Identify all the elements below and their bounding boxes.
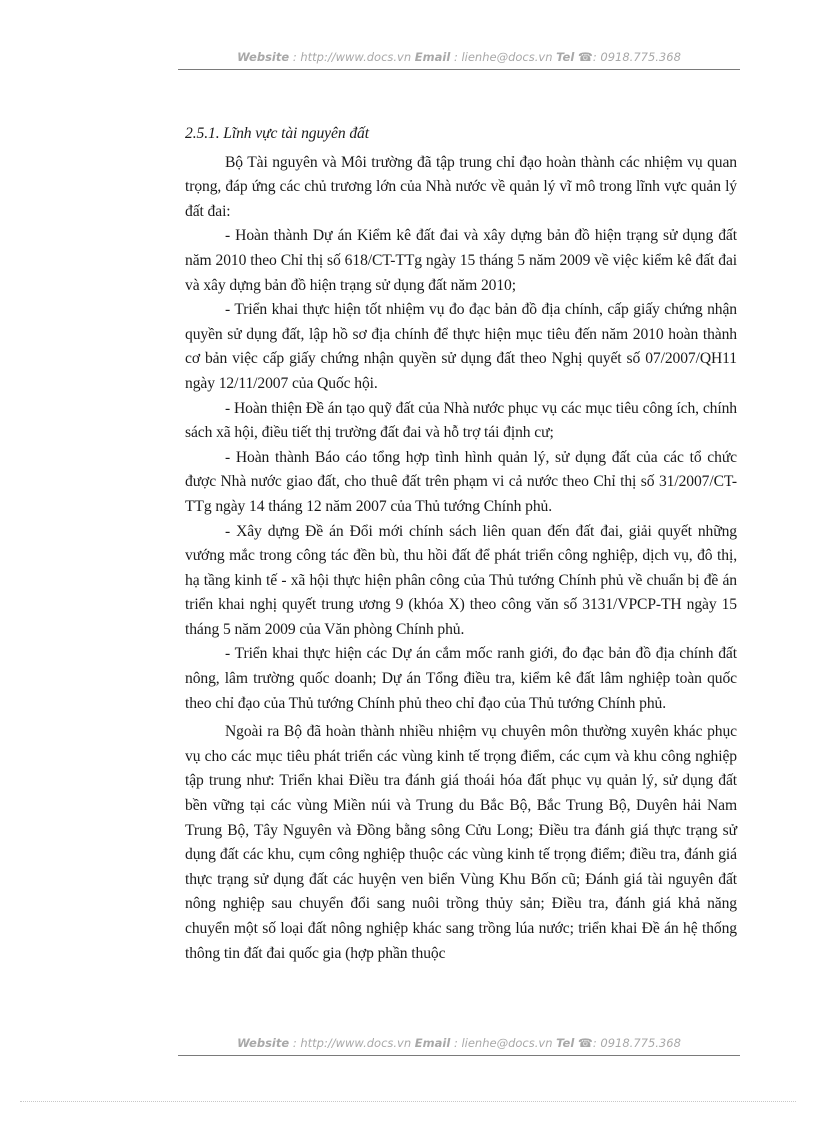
paragraph-item: - Triển khai thực hiện các Dự án cắm mốc ranh giới, đo đạc bản đồ địa chính đất nông, lâm trường quốc doanh; Dự án Tổng điều tra, kiểm kê đất lâm nghiệp toàn quốc theo chỉ đạo của Thủ tướng Chính phủ theo chỉ đạo của Thủ tướng Chính phủ. — [185, 645, 737, 712]
email-label: Email — [414, 1036, 451, 1050]
paragraph-item: - Hoàn thành Báo cáo tổng hợp tình hình quản lý, sử dụng đất của các tổ chức được Nhà nước giao đất, cho thuê đất trên phạm vi cả nước theo Chỉ thị số 31/2007/CT-TTg ngày 14 tháng 12 năm 2007 của Thủ tướng Chính phủ. — [185, 448, 737, 515]
phone-icon: ☎ — [577, 50, 593, 64]
page-bottom-divider — [20, 1101, 796, 1102]
page-footer — [178, 1030, 740, 1056]
phone-icon: ☎ — [577, 1036, 593, 1050]
document-body — [185, 122, 737, 966]
email-value: : lienhe@docs.vn — [453, 1036, 553, 1050]
section-title: 2.5.1. Lĩnh vực tài nguyên đất — [185, 125, 369, 142]
email-value: : lienhe@docs.vn — [453, 50, 553, 64]
paragraph-item: - Hoàn thành Dự án Kiểm kê đất đai và xây dựng bản đồ hiện trạng sử dụng đất năm 2010 theo Chỉ thị số 618/CT-TTg ngày 15 tháng 5 năm 2009 về việc kiểm kê đất đai và xây dựng bản đồ hiện trạng sử dụng đất năm 2010; — [185, 227, 737, 294]
website-value: : http://www.docs.vn — [292, 1036, 412, 1050]
website-label: Website — [237, 50, 290, 64]
tel-value: : 0918.775.368 — [592, 1036, 681, 1050]
tel-label: Tel — [556, 50, 575, 64]
tel-value: : 0918.775.368 — [592, 50, 681, 64]
page-header — [178, 44, 740, 70]
website-value: : http://www.docs.vn — [292, 50, 412, 64]
paragraph-intro: Bộ Tài nguyên và Môi trường đã tập trung chỉ đạo hoàn thành các nhiệm vụ quan trọng, đáp ứng các chủ trương lớn của Nhà nước về quản lý vĩ mô trong lĩnh vực quản lý đất đai: — [185, 153, 737, 220]
paragraph-item: - Hoàn thiện Đề án tạo quỹ đất của Nhà nước phục vụ các mục tiêu công ích, chính sách xã hội, điều tiết thị trường đất đai và hỗ trợ tái định cư; — [185, 399, 737, 442]
tel-label: Tel — [556, 1036, 575, 1050]
email-label: Email — [414, 50, 451, 64]
paragraph-item: - Xây dựng Đề án Đổi mới chính sách liên quan đến đất đai, giải quyết những vướng mắc trong công tác đền bù, thu hồi đất để phát triển công nghiệp, dịch vụ, đô thị, hạ tầng kinh tế - xã hội thực hiện phân công của Thủ tướng Chính phủ về chuẩn bị đề án triển khai nghị quyết trung ương 9 (khóa X) theo công văn số 3131/VPCP-TH ngày 15 tháng 5 năm 2009 của Văn phòng Chính phủ. — [185, 522, 737, 638]
paragraph-summary: Ngoài ra Bộ đã hoàn thành nhiều nhiệm vụ chuyên môn thường xuyên khác phục vụ cho các mục tiêu phát triển các vùng kinh tế trọng điểm, các cụm và khu công nghiệp tập trung như: Triển khai Điều tra đánh giá thoái hóa đất phục vụ quản lý, sử dụng đất bền vững tại các vùng Miền núi và Trung du Bắc Bộ, Bắc Trung Bộ, Duyên hải Nam Trung Bộ, Tây Nguyên và Đồng bằng sông Cửu Long; Điều tra đánh giá thực trạng sử dụng đất các khu, cụm công nghiệp thuộc các vùng kinh tế trọng điểm; điều tra, đánh giá thực trạng sử dụng đất các huyện ven biển Vùng Khu Bốn cũ; Đánh giá tài nguyên đất nông nghiệp sau chuyển đổi sang nuôi trồng thủy sản; Điều tra, đánh giá khả năng chuyển một số loại đất nông nghiệp khác sang trồng lúa nước; triển khai Đề án hệ thống thông tin đất đai quốc gia (hợp phần thuộc — [185, 723, 737, 962]
website-label: Website — [237, 1036, 290, 1050]
paragraph-item: - Triển khai thực hiện tốt nhiệm vụ đo đạc bản đồ địa chính, cấp giấy chứng nhận quyền sử dụng đất, lập hồ sơ địa chính để thực hiện mục tiêu đến năm 2010 hoàn thành cơ bản việc cấp giấy chứng nhận quyền sử dụng đất theo Nghị quyết số 07/2007/QH11 ngày 12/11/2007 của Quốc hội. — [185, 301, 737, 392]
